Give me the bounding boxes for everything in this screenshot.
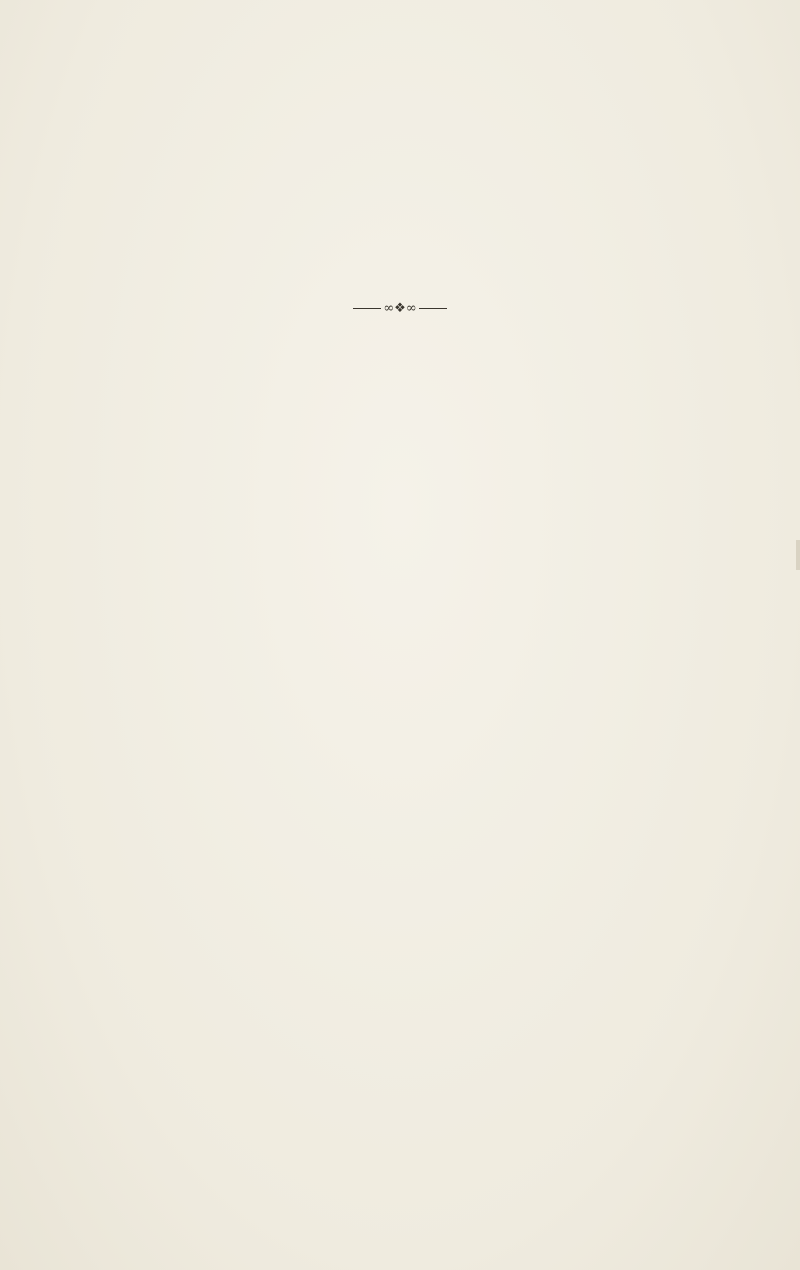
section-ornament [0,301,800,316]
ornament-glyph: ∞❖∞ [383,301,417,316]
page-edge-mark [796,540,800,570]
